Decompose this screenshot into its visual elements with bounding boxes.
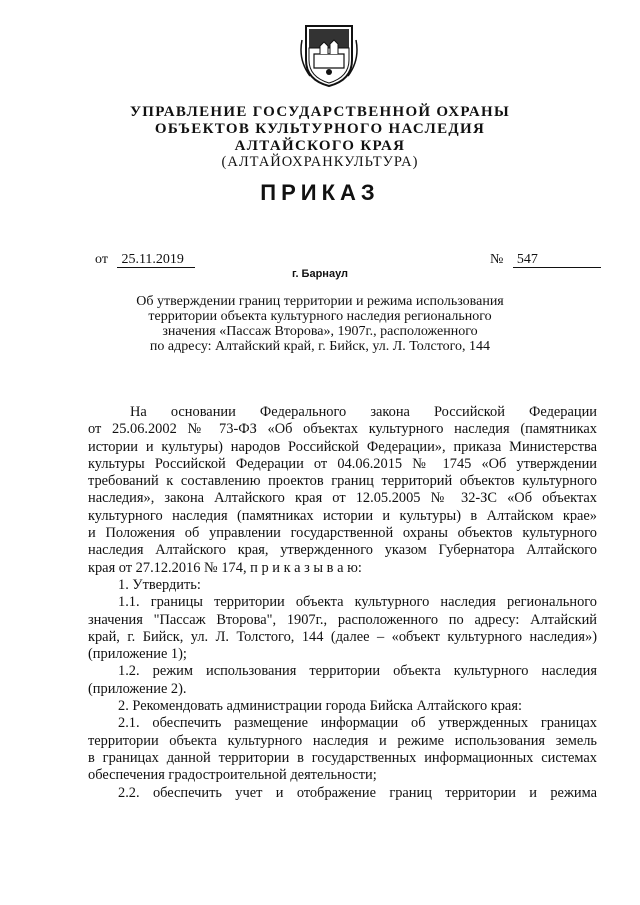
preamble-line: и Положения об управлении государственной охраны объектов культурного	[88, 525, 597, 542]
item-1-2-line: 1.2. режим использования территории объекта культурного наследия	[118, 663, 597, 680]
item-1-1-line: 1.1. границы территории объекта культурного наследия регионального	[118, 594, 597, 611]
item-1-1-line: значения "Пассаж Второва", 1907г., расположенного по адресу: Алтайский	[88, 611, 597, 628]
preamble-line: истории и культуры) народов Российской Федерации», приказа Министерства	[88, 438, 597, 455]
subject-line: значения «Пассаж Второва», 1907г., расположенного	[162, 324, 478, 339]
document-type-title: ПРИКАЗ	[260, 180, 380, 205]
preamble-line: края от 27.12.2016 № 174,	[88, 559, 247, 576]
preamble-line: наследия», закона Алтайского края от 12.05.2005 № 32-ЗС «Об объектах	[88, 490, 597, 507]
item-2-1-line: 2.1. обеспечить размещение информации об утвержденных границах	[118, 715, 597, 732]
order-subject	[60, 294, 580, 354]
item-2-1-line: территории объекта культурного наследия и режиме использования земель	[88, 732, 597, 749]
subject-line: Об утверждении границ территории и режима использования	[136, 294, 504, 309]
preamble-line: наследия Алтайского края, утвержденного указом Губернатора Алтайского	[88, 542, 597, 559]
preamble-line: от 25.06.2002 № 73-ФЗ «Об объектах культурного наследия (памятниках	[88, 421, 597, 438]
date-field	[95, 252, 195, 268]
org-name-line-2: ОБЪЕКТОВ КУЛЬТУРНОГО НАСЛЕДИЯ	[154, 121, 486, 137]
item-1-2-line: (приложение 2).	[88, 680, 187, 697]
preamble-line: культуры Российской Федерации от 04.06.2015 № 1745 «Об утверждении	[88, 455, 597, 472]
date-value: 25.11.2019	[117, 253, 195, 268]
item-1-1-line: край, г. Бийск, ул. Л. Толстого, 144 (далее – «объект культурного наследия»)	[88, 628, 597, 645]
org-abbreviation: (АЛТАЙОХРАНКУЛЬТУРА)	[221, 154, 419, 170]
preamble-line: культурного наследия (памятниках истории и культуры) в Алтайском крае»	[88, 507, 597, 524]
coat-of-arms-emblem	[300, 20, 358, 88]
subject-line: по адресу: Алтайский край, г. Бийск, ул. Л. Толстого, 144	[149, 339, 491, 354]
org-name-line-1: УПРАВЛЕНИЕ ГОСУДАРСТВЕННОЙ ОХРАНЫ	[129, 104, 511, 120]
item-2-1-line: в границах данной территории в государственных информационных системах	[88, 749, 597, 766]
date-prefix: от	[95, 252, 108, 267]
org-name-line-3: АЛТАЙСКОГО КРАЯ	[234, 138, 406, 154]
item-1: 1. Утвердить:	[118, 576, 201, 593]
item-2-2-line: 2.2. обеспечить учет и отображение границ территории и режима	[118, 784, 597, 801]
number-prefix: №	[490, 252, 504, 267]
subject-line: территории объекта культурного наследия регионального	[148, 309, 492, 324]
number-field	[490, 252, 601, 268]
item-2: 2. Рекомендовать администрации города Бийска Алтайского края:	[118, 698, 522, 715]
item-1-1-line: (приложение 1);	[88, 646, 187, 663]
city: г. Барнаул	[291, 268, 349, 280]
item-2-1-line: обеспечения градостроительной деятельности;	[88, 767, 377, 784]
preamble-last-line	[88, 560, 597, 577]
prikazyvayu: п р и к а з ы в а ю:	[250, 559, 362, 576]
number-value: 547	[513, 253, 601, 268]
preamble-line: требований к составлению проектов границ территорий объектов культурного	[88, 473, 597, 490]
order-body	[88, 404, 597, 802]
preamble-line: На основании Федерального закона Российской Федерации	[130, 404, 597, 420]
